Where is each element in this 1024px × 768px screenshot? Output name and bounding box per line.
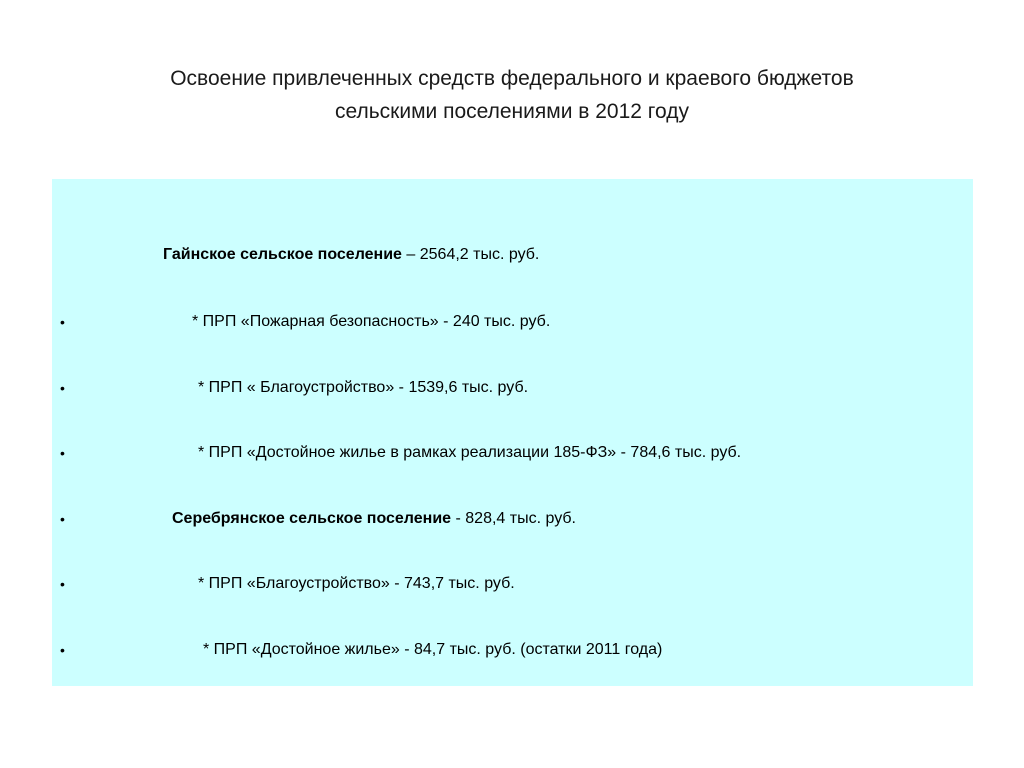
list-item-program [52, 638, 973, 662]
program-text: * ПРП «Благоустройство» - 743,7 тыс. руб. [198, 575, 515, 592]
settlement-name: Серебрянское сельское поселение [172, 510, 452, 527]
bullet-marker: • [60, 511, 65, 527]
program-text: * ПРП « Благоустройство» - 1539,6 тыс. руб. [198, 379, 529, 396]
bullet-marker: • [60, 576, 65, 592]
slide-title-line-1: Освоение привлеченных средств федерального и краевого бюджетов [170, 67, 854, 90]
list-item-program [52, 572, 973, 596]
program-text: * ПРП «Достойное жилье в рамках реализации 185-ФЗ» - 784,6 тыс. руб. [198, 444, 742, 461]
bullet-marker: • [60, 445, 65, 461]
settlement-amount: – 2564,2 тыс. руб. [401, 246, 540, 263]
content-panel [52, 179, 973, 686]
slide-title-line-2: сельскими поселениями в 2012 году [335, 100, 689, 123]
bullet-marker: • [60, 314, 65, 330]
list-item-settlement-gainskoe [52, 243, 973, 267]
settlement-name: Гайнское сельское поселение [163, 246, 402, 263]
list-item-program [52, 441, 973, 465]
program-text: * ПРП «Достойное жилье» - 84,7 тыс. руб. (остатки 2011 года) [203, 641, 663, 658]
bullet-marker: • [60, 380, 65, 396]
settlement-amount: - 828,4 тыс. руб. [451, 510, 576, 527]
slide-title [60, 62, 964, 128]
program-text: * ПРП «Пожарная безопасность» - 240 тыс. руб. [192, 313, 551, 330]
bullet-marker: • [60, 642, 65, 658]
list-item-settlement-serebryanskoe [52, 507, 973, 531]
list-item-program [52, 376, 973, 400]
list-item-program [52, 310, 973, 334]
